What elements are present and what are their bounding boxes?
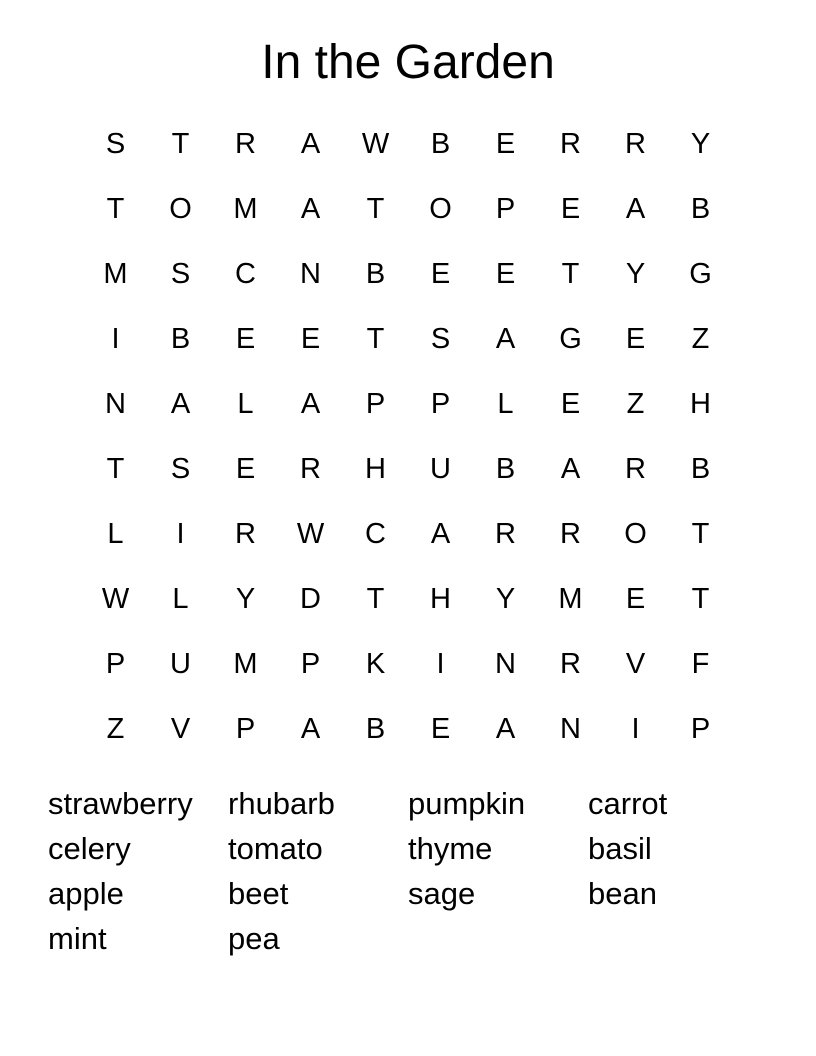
grid-letter: R [560, 518, 581, 550]
grid-letter: A [170, 388, 191, 420]
grid-letter: M [103, 258, 128, 290]
grid-letter: B [365, 713, 386, 745]
grid-letter: W [101, 583, 130, 615]
grid-letter: E [235, 453, 256, 485]
grid-letter: V [625, 648, 646, 680]
word-list-item: basil [588, 831, 652, 866]
word-list-item: strawberry [48, 786, 193, 821]
word-list [48, 781, 768, 961]
word-list-item: celery [48, 831, 131, 866]
grid-letter: T [171, 128, 190, 160]
word-list-row [48, 916, 768, 961]
grid-letter: H [690, 388, 711, 420]
grid-letter: H [430, 583, 451, 615]
grid-row [83, 437, 733, 502]
grid-letter: T [366, 323, 385, 355]
grid-letter: B [690, 193, 711, 225]
grid-letter: Y [495, 583, 516, 615]
grid-letter: C [365, 518, 386, 550]
grid-letter: N [495, 648, 516, 680]
grid-letter: R [235, 128, 256, 160]
grid-letter: M [558, 583, 583, 615]
grid-letter: R [625, 128, 646, 160]
grid-letter: E [560, 388, 581, 420]
grid-letter: Y [690, 128, 711, 160]
grid-letter: A [300, 713, 321, 745]
word-list-row [48, 826, 768, 871]
grid-letter: Y [235, 583, 256, 615]
grid-letter: A [495, 323, 516, 355]
grid-letter: G [559, 323, 582, 355]
grid-letter: W [361, 128, 390, 160]
grid-letter: K [365, 648, 386, 680]
word-list-item: tomato [228, 831, 323, 866]
grid-row [83, 697, 733, 762]
grid-letter: M [233, 193, 258, 225]
grid-letter: Z [106, 713, 125, 745]
grid-letter: P [495, 193, 516, 225]
grid-letter: V [170, 713, 191, 745]
grid-row [83, 502, 733, 567]
grid-letter: B [170, 323, 191, 355]
grid-letter: A [495, 713, 516, 745]
grid-letter: T [106, 193, 125, 225]
grid-letter: P [235, 713, 256, 745]
grid-letter: L [172, 583, 189, 615]
grid-letter: M [233, 648, 258, 680]
grid-letter: L [107, 518, 124, 550]
grid-letter: S [170, 453, 191, 485]
grid-letter: I [631, 713, 640, 745]
grid-letter: P [105, 648, 126, 680]
grid-letter: N [300, 258, 321, 290]
grid-letter: N [105, 388, 126, 420]
word-list-item: sage [408, 876, 476, 911]
grid-letter: E [430, 258, 451, 290]
grid-letter: R [560, 128, 581, 160]
grid-letter: G [689, 258, 712, 290]
grid-letter: E [625, 323, 646, 355]
grid-row [83, 567, 733, 632]
grid-letter: E [560, 193, 581, 225]
grid-letter: A [300, 128, 321, 160]
word-list-row [48, 781, 768, 826]
word-list-item: bean [588, 876, 657, 911]
grid-letter: F [691, 648, 710, 680]
grid-letter: B [495, 453, 516, 485]
grid-letter: P [430, 388, 451, 420]
grid-letter: Z [691, 323, 710, 355]
grid-letter: E [625, 583, 646, 615]
grid-letter: W [296, 518, 325, 550]
grid-row [83, 242, 733, 307]
grid-letter: T [366, 193, 385, 225]
grid-letter: Y [625, 258, 646, 290]
grid-letter: P [300, 648, 321, 680]
word-list-item: mint [48, 921, 107, 956]
word-list-item: apple [48, 876, 124, 911]
grid-letter: P [690, 713, 711, 745]
grid-row [83, 177, 733, 242]
grid-letter: R [235, 518, 256, 550]
grid-row [83, 632, 733, 697]
grid-letter: T [366, 583, 385, 615]
word-list-item: beet [228, 876, 289, 911]
grid-letter: S [170, 258, 191, 290]
grid-letter: T [691, 583, 710, 615]
word-list-item: pea [228, 921, 280, 956]
word-list-item: carrot [588, 786, 668, 821]
grid-letter: R [560, 648, 581, 680]
word-list-item: pumpkin [408, 786, 526, 821]
grid-letter: I [436, 648, 445, 680]
grid-letter: B [430, 128, 451, 160]
grid-letter: A [300, 193, 321, 225]
grid-letter: B [690, 453, 711, 485]
grid-row [83, 112, 733, 177]
grid-letter: L [237, 388, 254, 420]
grid-letter: P [365, 388, 386, 420]
grid-letter: I [176, 518, 185, 550]
grid-letter: T [106, 453, 125, 485]
grid-row [83, 307, 733, 372]
grid-letter: R [495, 518, 516, 550]
grid-letter: L [497, 388, 514, 420]
page-title: In the Garden [261, 36, 555, 89]
grid-letter: O [169, 193, 192, 225]
grid-letter: A [430, 518, 451, 550]
grid-letter: R [625, 453, 646, 485]
grid-letter: D [300, 583, 321, 615]
grid-letter: A [300, 388, 321, 420]
grid-letter: E [430, 713, 451, 745]
word-list-item: rhubarb [228, 786, 335, 821]
word-list-item: thyme [408, 831, 493, 866]
grid-row [83, 372, 733, 437]
grid-letter: H [365, 453, 386, 485]
grid-letter: U [430, 453, 451, 485]
grid-letter: S [430, 323, 451, 355]
grid-letter: E [495, 128, 516, 160]
grid-letter: C [235, 258, 256, 290]
grid-letter: B [365, 258, 386, 290]
grid-letter: E [300, 323, 321, 355]
grid-letter: O [429, 193, 452, 225]
word-list-row [48, 871, 768, 916]
grid-letter: S [105, 128, 126, 160]
grid-letter: U [170, 648, 191, 680]
grid-letter: N [560, 713, 581, 745]
grid-letter: I [111, 323, 120, 355]
grid-letter: E [235, 323, 256, 355]
grid-letter: T [691, 518, 710, 550]
grid-letter: Z [626, 388, 645, 420]
grid-letter: A [625, 193, 646, 225]
grid-letter: E [495, 258, 516, 290]
grid-letter: A [560, 453, 581, 485]
grid-letter: O [624, 518, 647, 550]
grid-letter: T [561, 258, 580, 290]
letter-grid [83, 112, 733, 762]
grid-letter: R [300, 453, 321, 485]
